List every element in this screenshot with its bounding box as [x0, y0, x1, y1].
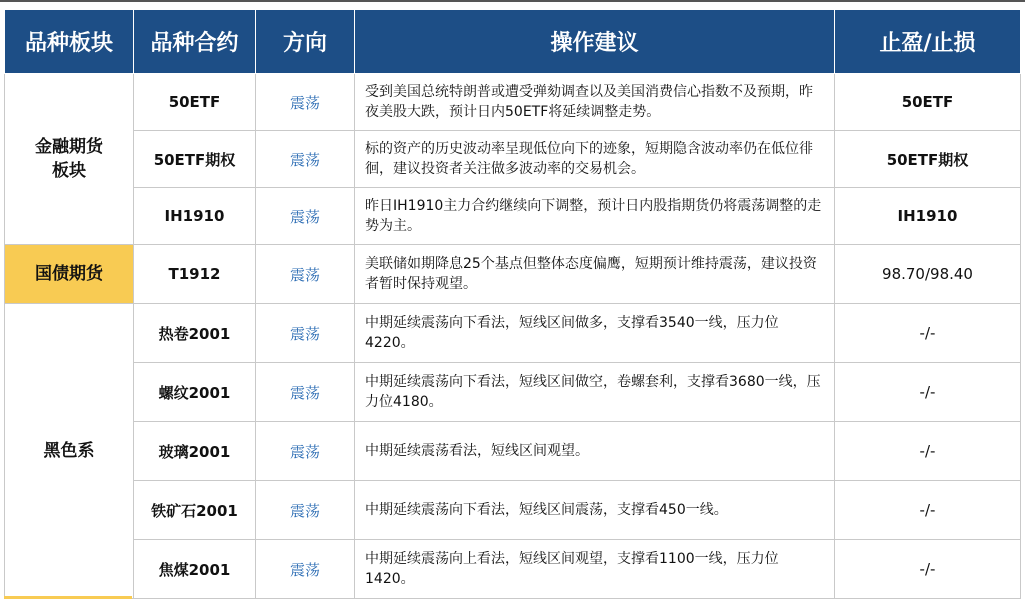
direction-cell: 震荡 — [256, 74, 355, 131]
target-stop-cell: 98.70/98.40 — [835, 245, 1021, 304]
table-row — [5, 540, 1021, 599]
advice-cell: 标的资产的历史波动率呈现低位向下的迹象，短期隐含波动率仍在低位徘徊，建议投资者关注做多波动率的交易机会。 — [355, 131, 835, 188]
header-advice: 操作建议 — [355, 10, 835, 74]
category-cell — [5, 304, 134, 599]
table-row — [5, 188, 1021, 245]
advice-cell: 中期延续震荡向上看法，短线区间观望，支撑看1100一线，压力位1420。 — [355, 540, 835, 599]
table-row — [5, 131, 1021, 188]
contract-cell: 50ETF期权 — [134, 131, 256, 188]
direction-cell: 震荡 — [256, 481, 355, 540]
target-stop-cell: 50ETF期权 — [835, 131, 1021, 188]
direction-cell: 震荡 — [256, 188, 355, 245]
direction-cell: 震荡 — [256, 363, 355, 422]
header-target-stop: 止盈/止损 — [835, 10, 1021, 74]
target-stop-cell: -/- — [835, 363, 1021, 422]
category-cell — [5, 74, 134, 245]
direction-cell: 震荡 — [256, 304, 355, 363]
contract-cell: 玻璃2001 — [134, 422, 256, 481]
header-row — [5, 10, 1021, 74]
advice-cell: 美联储如期降息25个基点但整体态度偏鹰，短期预计维持震荡，建议投资者暂时保持观望。 — [355, 245, 835, 304]
advice-cell: 昨日IH1910主力合约继续向下调整，预计日内股指期货仍将震荡调整的走势为主。 — [355, 188, 835, 245]
contract-cell: 螺纹2001 — [134, 363, 256, 422]
contract-cell: 铁矿石2001 — [134, 481, 256, 540]
table-row — [5, 363, 1021, 422]
advice-cell: 中期延续震荡向下看法，短线区间震荡，支撑看450一线。 — [355, 481, 835, 540]
target-stop-cell: -/- — [835, 540, 1021, 599]
contract-cell: 热卷2001 — [134, 304, 256, 363]
table-row — [5, 422, 1021, 481]
table-row — [5, 304, 1021, 363]
top-border — [0, 0, 1025, 9]
advice-cell: 中期延续震荡向下看法，短线区间做空，卷螺套利，支撑看3680一线，压力位4180。 — [355, 363, 835, 422]
table-row — [5, 74, 1021, 131]
category-label: 黑色系 — [43, 441, 95, 461]
contract-cell: IH1910 — [134, 188, 256, 245]
contract-cell: 焦煤2001 — [134, 540, 256, 599]
category-label: 金融期货 板块 — [35, 137, 103, 181]
advice-cell: 中期延续震荡看法，短线区间观望。 — [355, 422, 835, 481]
direction-cell: 震荡 — [256, 422, 355, 481]
target-stop-cell: 50ETF — [835, 74, 1021, 131]
target-stop-cell: -/- — [835, 481, 1021, 540]
contract-cell: T1912 — [134, 245, 256, 304]
category-cell — [5, 245, 134, 304]
advice-cell: 中期延续震荡向下看法，短线区间做多，支撑看3540一线，压力位4220。 — [355, 304, 835, 363]
direction-cell: 震荡 — [256, 131, 355, 188]
header-category: 品种板块 — [5, 10, 134, 74]
category-label: 国债期货 — [35, 264, 103, 284]
contract-cell: 50ETF — [134, 74, 256, 131]
direction-cell: 震荡 — [256, 245, 355, 304]
header-contract: 品种合约 — [134, 10, 256, 74]
target-stop-cell: -/- — [835, 422, 1021, 481]
table-row — [5, 245, 1021, 304]
direction-cell: 震荡 — [256, 540, 355, 599]
strategy-table — [4, 9, 1021, 599]
strategy-table-frame — [4, 9, 1020, 599]
target-stop-cell: -/- — [835, 304, 1021, 363]
target-stop-cell: IH1910 — [835, 188, 1021, 245]
table-row — [5, 481, 1021, 540]
advice-cell: 受到美国总统特朗普或遭受弹劾调查以及美国消费信心指数不及预期，昨夜美股大跌，预计日内50ETF将延续调整走势。 — [355, 74, 835, 131]
header-direction: 方向 — [256, 10, 355, 74]
